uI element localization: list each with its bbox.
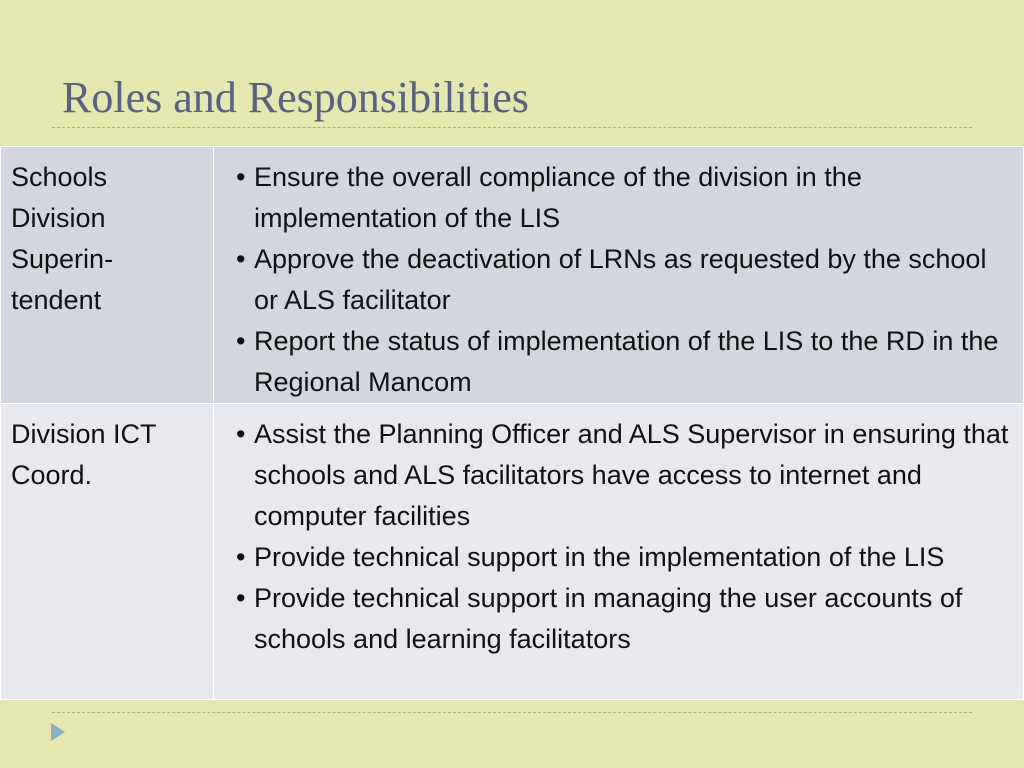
responsibility-list (224, 414, 1015, 660)
title-divider (52, 127, 972, 128)
slide-title: Roles and Responsibilities (62, 73, 529, 122)
role-line: Division (11, 203, 106, 233)
role-line: Schools (11, 162, 108, 192)
responsibility-item: • Provide technical support in managing the user accounts of schools and learning facilitators (224, 578, 1015, 660)
responsibility-list (224, 157, 1015, 403)
responsibility-item: • Approve the deactivation of LRNs as requested by the school or ALS facilitator (224, 239, 1015, 321)
role-line: Superin- (11, 244, 114, 274)
triangle-right-icon[interactable] (51, 723, 65, 741)
responsibilities-cell (214, 147, 1024, 404)
roles-table (0, 146, 1024, 700)
role-line: Division ICT (11, 419, 157, 449)
responsibility-item: • Assist the Planning Officer and ALS Supervisor in ensuring that schools and ALS facilitators have access to internet and computer facilities (224, 414, 1015, 537)
responsibility-item: • Report the status of implementation of the LIS to the RD in the Regional Mancom (224, 321, 1015, 403)
responsibility-item: • Ensure the overall compliance of the division in the implementation of the LIS (224, 157, 1015, 239)
responsibility-item: • Provide technical support in the implementation of the LIS (224, 537, 1015, 578)
role-cell (1, 147, 214, 404)
role-cell (1, 404, 214, 700)
responsibilities-cell (214, 404, 1024, 700)
role-line: Coord. (11, 460, 93, 490)
footer-divider (52, 712, 972, 713)
table-row (1, 147, 1024, 404)
table-row (1, 404, 1024, 700)
role-line: tendent (11, 285, 102, 315)
